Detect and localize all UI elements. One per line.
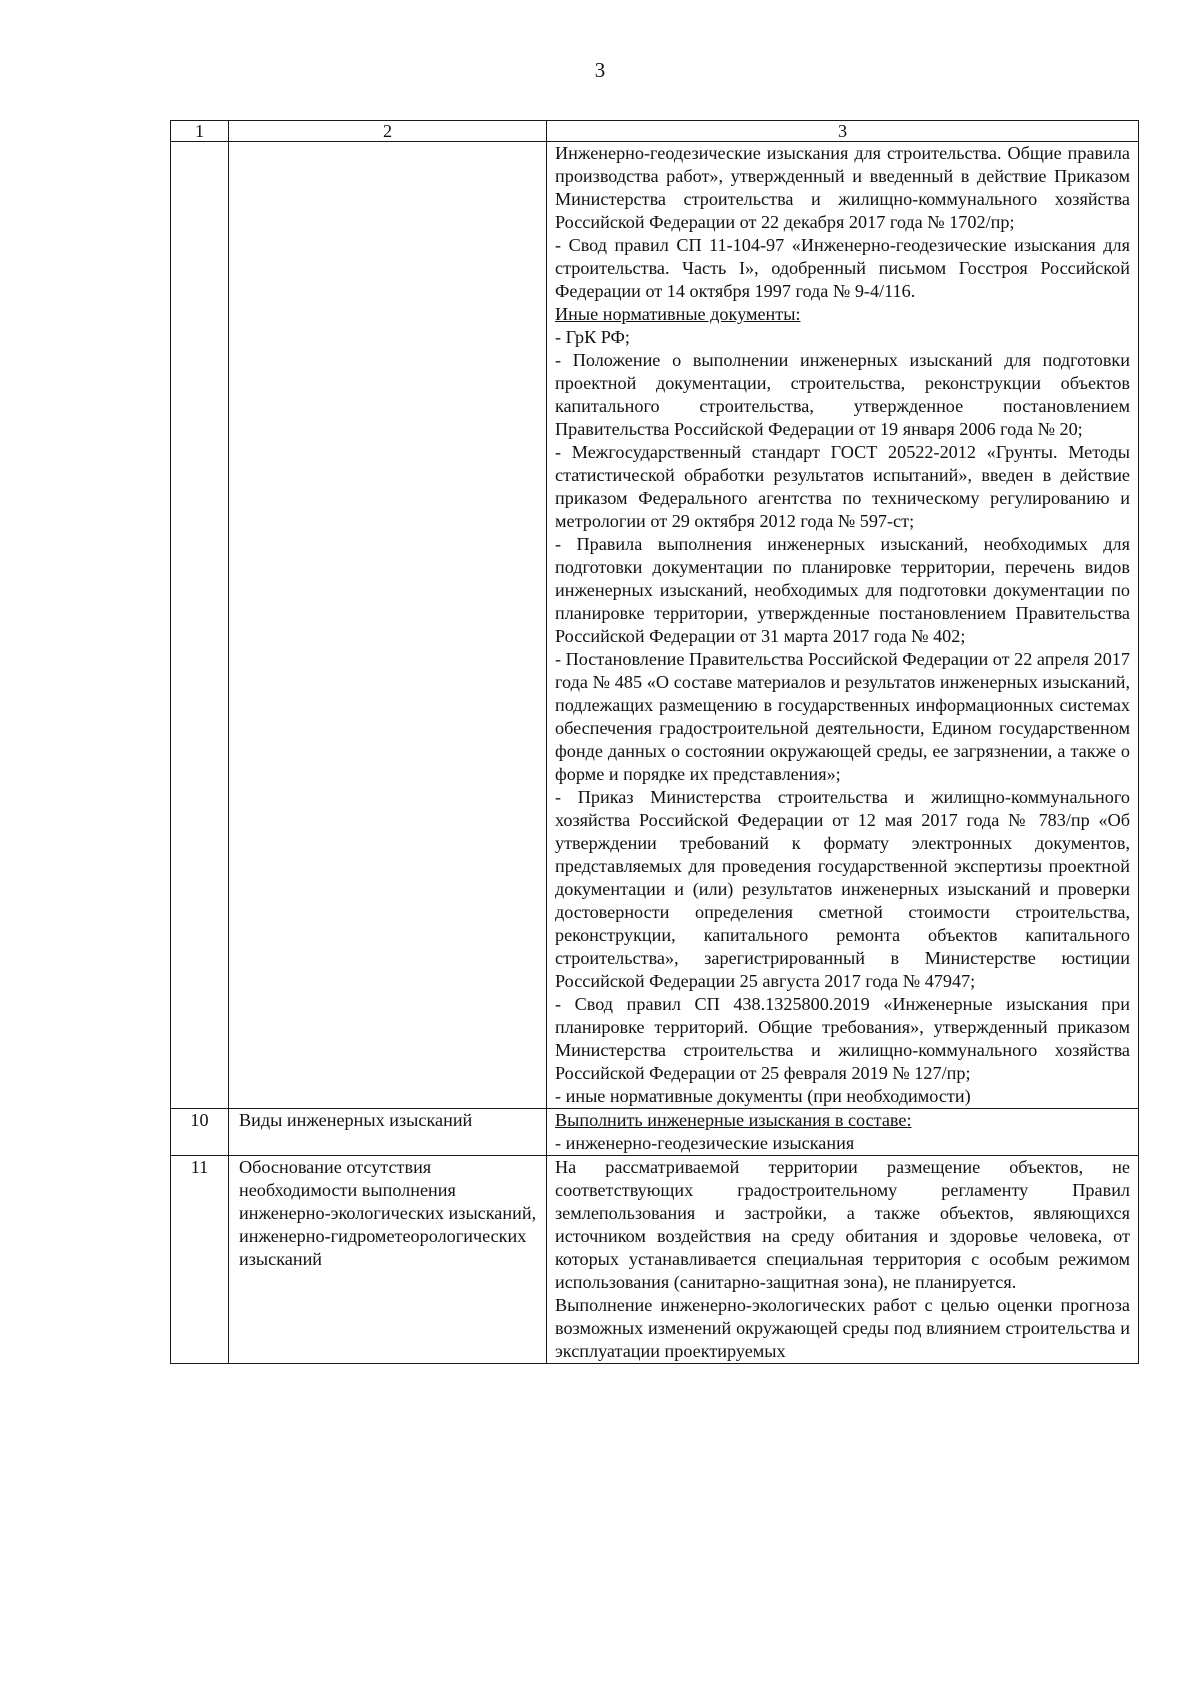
row-number: 11 [171,1156,229,1364]
section-heading: Иные нормативные документы: [555,304,801,324]
table-header-row [171,121,1139,142]
table-row-10 [171,1109,1139,1156]
header-col-3: 3 [547,121,1139,142]
paragraph: - Свод правил СП 438.1325800.2019 «Инженерные изыскания при планировке территорий. Общие требования», утвержденный приказом Министерства строительства и жилищно-коммунального хозяйства Российской Федерации от 25 февраля 2019 № 127/пр; [555,994,1130,1083]
header-col-1: 1 [171,121,229,142]
table-row-11 [171,1156,1139,1364]
paragraph: - Приказ Министерства строительства и жилищно-коммунального хозяйства Российской Федерации от 12 мая 2017 года № 783/пр «Об утверждении требований к формату электронных документов, представляемых для проведения государственной экспертизы проектной документации и (или) результатов инженерных изысканий и проверки достоверности определения сметной стоимости строительства, реконструкции, капитального ремонта объектов капитального строительства», зарегистрированный в Министерстве юстиции Российской Федерации 25 августа 2017 года № 47947; [555,787,1130,991]
paragraph: - Правила выполнения инженерных изысканий, необходимых для подготовки документации по планировке территории, перечень видов инженерных изысканий, необходимых для подготовки документации по планировке территории, утвержденные постановлением Правительства Российской Федерации от 31 марта 2017 года № 402; [555,534,1130,646]
header-col-2: 2 [229,121,547,142]
paragraph: - Положение о выполнении инженерных изысканий для подготовки проектной документации, строительства, реконструкции объектов капитального строительства, утвержденное постановлением Правительства Российской Федерации от 19 января 2006 года № 20; [555,350,1130,439]
row-content [547,142,1139,1109]
paragraph: - Постановление Правительства Российской Федерации от 22 апреля 2017 года № 485 «О составе материалов и результатов инженерных изысканий, подлежащих размещению в государственных информационных системах обеспечения градостроительной деятельности, Едином государственном фонде данных о состоянии окружающей среды, ее загрязнении, а также о форме и порядке их представления»; [555,649,1130,784]
row-label: Виды инженерных изысканий [229,1109,547,1156]
page-number: 3 [594,58,606,82]
row-number: 10 [171,1109,229,1156]
paragraph: - Межгосударственный стандарт ГОСТ 20522-2012 «Грунты. Методы статистической обработки результатов испытаний», введен в действие приказом Федерального агентства по техническому регулированию и метрологии от 29 октября 2012 года № 597-ст; [555,442,1130,531]
row-label [229,142,547,1109]
paragraph: - Свод правил СП 11-104-97 «Инженерно-геодезические изыскания для строительства. Часть I», одобренный письмом Госстроя Российской Федерации от 14 октября 1997 года № 9-4/116. [555,235,1130,301]
paragraph: - ГрК РФ; [555,327,630,347]
paragraph: - иные нормативные документы (при необходимости) [555,1086,971,1106]
requirements-table [170,120,1139,1364]
row-label: Обоснование отсутствия необходимости выполнения инженерно-экологических изысканий, инженерно-гидрометеорологических изысканий [229,1156,547,1364]
row-content [547,1109,1139,1156]
section-heading: Выполнить инженерные изыскания в составе: [555,1110,912,1130]
paragraph: - инженерно-геодезические изыскания [555,1133,855,1153]
paragraph: На рассматриваемой территории размещение объектов, не соответствующих градостроительному регламенту Правил землепользования и застройки, а также объектов, являющихся источником воздействия на среду обитания и здоровье человека, от которых устанавливается специальная территория с особым режимом использования (санитарно-защитная зона), не планируется. [555,1157,1130,1292]
row-content [547,1156,1139,1364]
table-row-continued [171,142,1139,1109]
row-number [171,142,229,1109]
paragraph: Инженерно-геодезические изыскания для строительства. Общие правила производства работ», утвержденный и введенный в действие Приказом Министерства строительства и жилищно-коммунального хозяйства Российской Федерации от 22 декабря 2017 года № 1702/пр; [555,143,1130,232]
paragraph: Выполнение инженерно-экологических работ с целью оценки прогноза возможных изменений окружающей среды под влиянием строительства и эксплуатации проектируемых [555,1295,1130,1361]
